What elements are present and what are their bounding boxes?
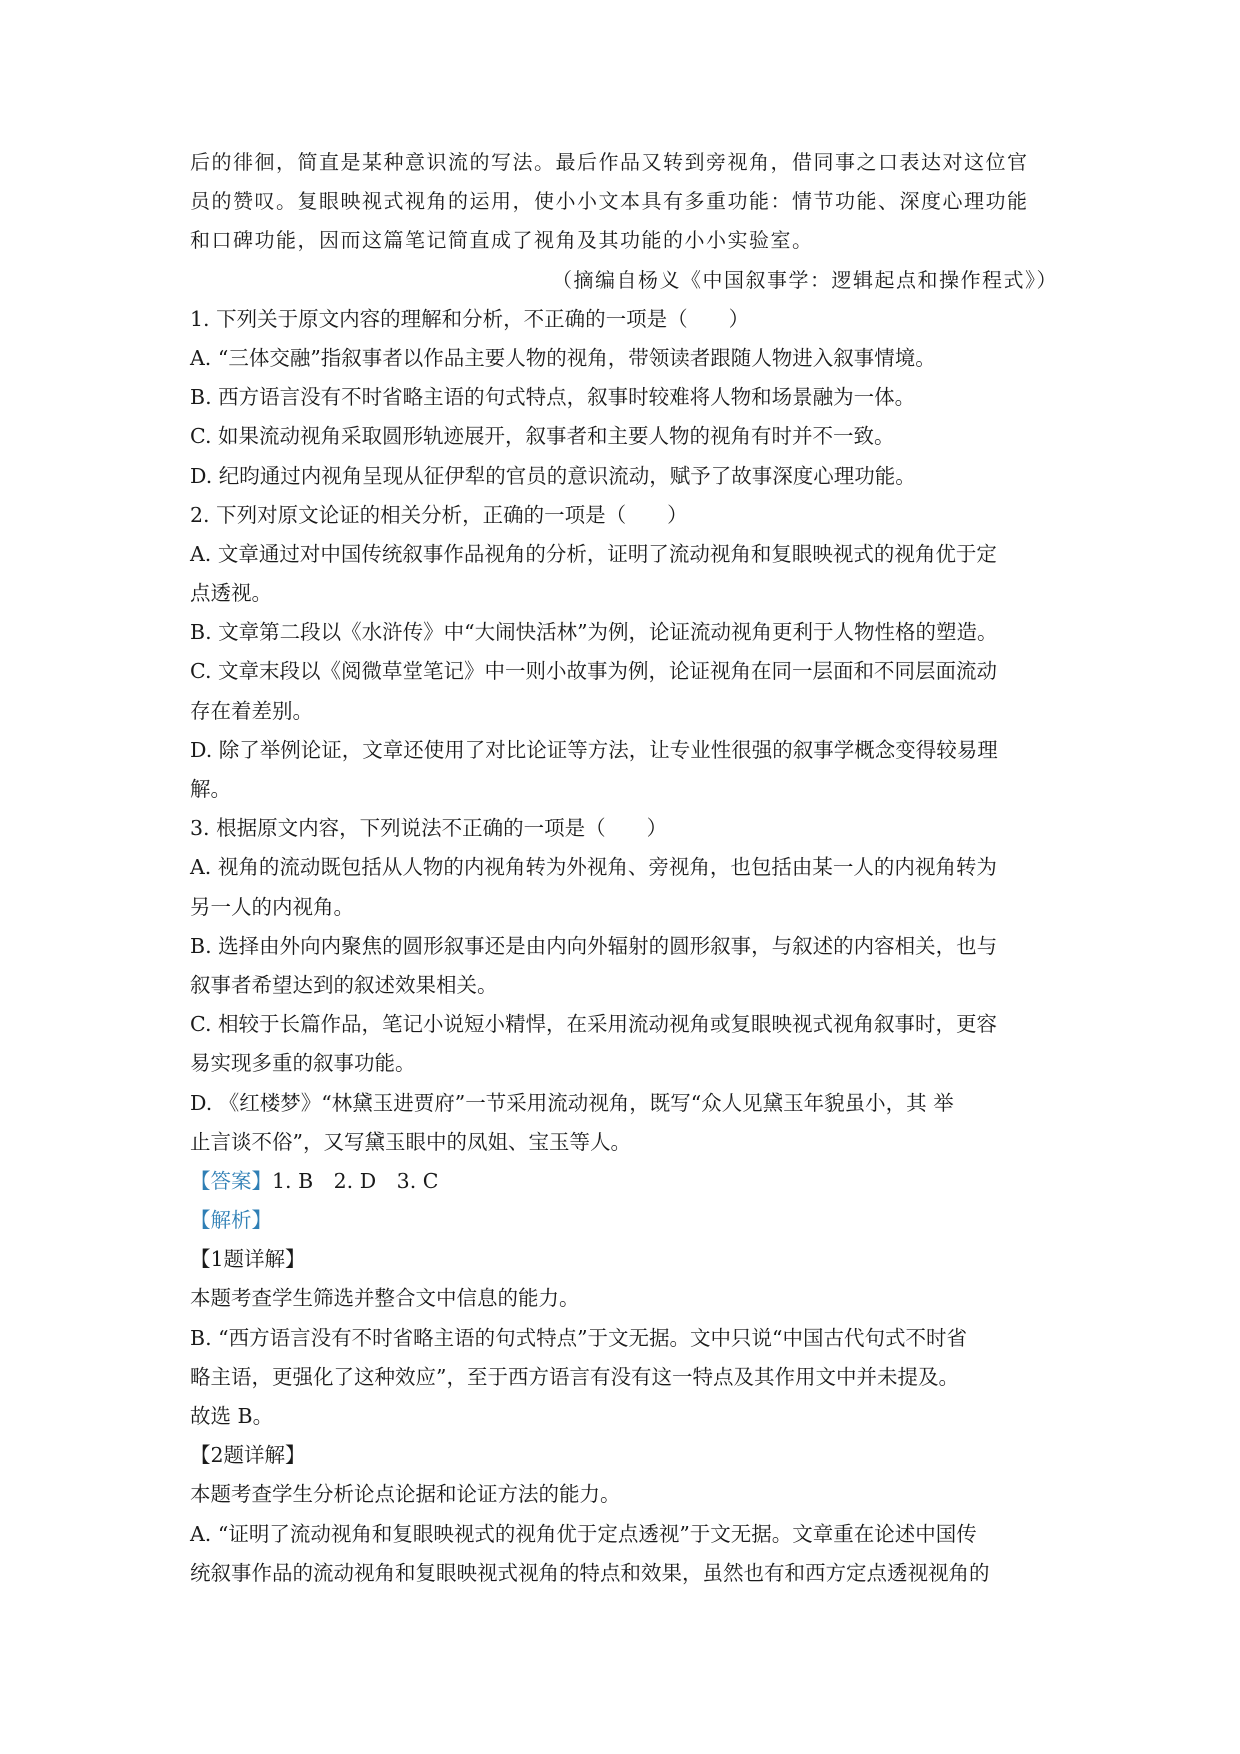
question-1-option-c: C. 如果流动视角采取圆形轨迹展开，叙事者和主要人物的视角有时并不一致。 [190, 424, 895, 449]
question-3-option-d-cont: 止言谈不俗”，又写黛玉眼中的凤姐、宝玉等人。 [190, 1129, 631, 1154]
analysis-2-heading: 【2题详解】 [190, 1443, 306, 1468]
question-2-option-b: B. 文章第二段以《水浒传》中“大闹快活林”为例，论证流动视角更利于人物性格的塑造。 [190, 620, 998, 645]
analysis-1-line: B. “西方语言没有不时省略主语的句式特点”于文无据。文中只说“中国古代句式不时省 [190, 1325, 968, 1350]
question-1-stem: 1. 下列关于原文内容的理解和分析，不正确的一项是（ ） [190, 306, 750, 331]
question-2-option-a: A. 文章通过对中国传统叙事作品视角的分析，证明了流动视角和复眼映视式的视角优于定 [190, 541, 997, 566]
analysis-1-line: 故选 B。 [190, 1404, 274, 1428]
passage-line: 后的徘徊，简直是某种意识流的写法。最后作品又转到旁视角，借同事之口表达对这位官 [190, 150, 1029, 174]
answer-text: 1. B 2. D 3. C [272, 1168, 439, 1193]
passage-line: 和口碑功能，因而这篇笔记简直成了视角及其功能的小小实验室。 [190, 228, 814, 253]
question-2-stem: 2. 下列对原文论证的相关分析，正确的一项是（ ） [190, 502, 688, 527]
question-2-option-a-cont: 点透视。 [190, 581, 272, 606]
question-3-stem: 3. 根据原文内容，下列说法不正确的一项是（ ） [190, 816, 668, 841]
analysis-label: 【解析】 [190, 1208, 272, 1233]
passage-source: （摘编自杨义《中国叙事学：逻辑起点和操作程式》） [552, 267, 1058, 292]
analysis-2-line: 本题考查学生分析论点论据和论证方法的能力。 [190, 1482, 621, 1507]
question-3-option-b-cont: 叙事者希望达到的叙述效果相关。 [190, 972, 498, 997]
question-2-option-c: C. 文章末段以《阅微草堂笔记》中一则小故事为例，论证视角在同一层面和不同层面流动 [190, 659, 997, 684]
analysis-1-line: 本题考查学生筛选并整合文中信息的能力。 [190, 1286, 580, 1311]
page-content [190, 143, 1058, 1593]
analysis-1-line: 略主语，更强化了这种效应”，至于西方语言有没有这一特点及其作用文中并未提及。 [190, 1364, 959, 1389]
question-3-option-c-cont: 易实现多重的叙事功能。 [190, 1051, 416, 1076]
passage-line: 员的赞叹。复眼映视式视角的运用，使小小文本具有多重功能：情节功能、深度心理功能 [190, 189, 1029, 214]
analysis-1-heading: 【1题详解】 [190, 1247, 306, 1272]
question-3-option-d: D. 《红楼梦》“林黛玉进贾府”一节采用流动视角，既写“众人见黛玉年貌虽小，其 举 [190, 1090, 954, 1115]
analysis-2-line: 统叙事作品的流动视角和复眼映视式视角的特点和效果，虽然也有和西方定点透视视角的 [190, 1560, 990, 1585]
question-3-option-a-cont: 另一人的内视角。 [190, 894, 354, 919]
question-2-option-c-cont: 存在着差别。 [190, 698, 313, 723]
question-1-option-a: A. “三体交融”指叙事者以作品主要人物的视角，带领读者跟随人物进入叙事情境。 [190, 345, 936, 370]
question-2-option-d: D. 除了举例论证，文章还使用了对比论证等方法，让专业性很强的叙事学概念变得较易理 [190, 737, 998, 762]
analysis-2-line: A. “证明了流动视角和复眼映视式的视角优于定点透视”于文无据。文章重在论述中国传 [190, 1521, 977, 1546]
question-2-option-d-cont: 解。 [190, 777, 231, 801]
question-1-option-d: D. 纪昀通过内视角呈现从征伊犁的官员的意识流动，赋予了故事深度心理功能。 [190, 463, 916, 488]
question-3-option-c: C. 相较于长篇作品，笔记小说短小精悍，在采用流动视角或复眼映视式视角叙事时，更容 [190, 1012, 997, 1037]
question-3-option-a: A. 视角的流动既包括从人物的内视角转为外视角、旁视角，也包括由某一人的内视角转为 [190, 855, 997, 880]
answer-line [190, 1162, 1058, 1201]
question-3-option-b: B. 选择由外向内聚焦的圆形叙事还是由内向外辐射的圆形叙事，与叙述的内容相关，也与 [190, 933, 998, 958]
answer-label: 【答案】 [190, 1168, 272, 1193]
question-1-option-b: B. 西方语言没有不时省略主语的句式特点，叙事时较难将人物和场景融为一体。 [190, 385, 916, 410]
